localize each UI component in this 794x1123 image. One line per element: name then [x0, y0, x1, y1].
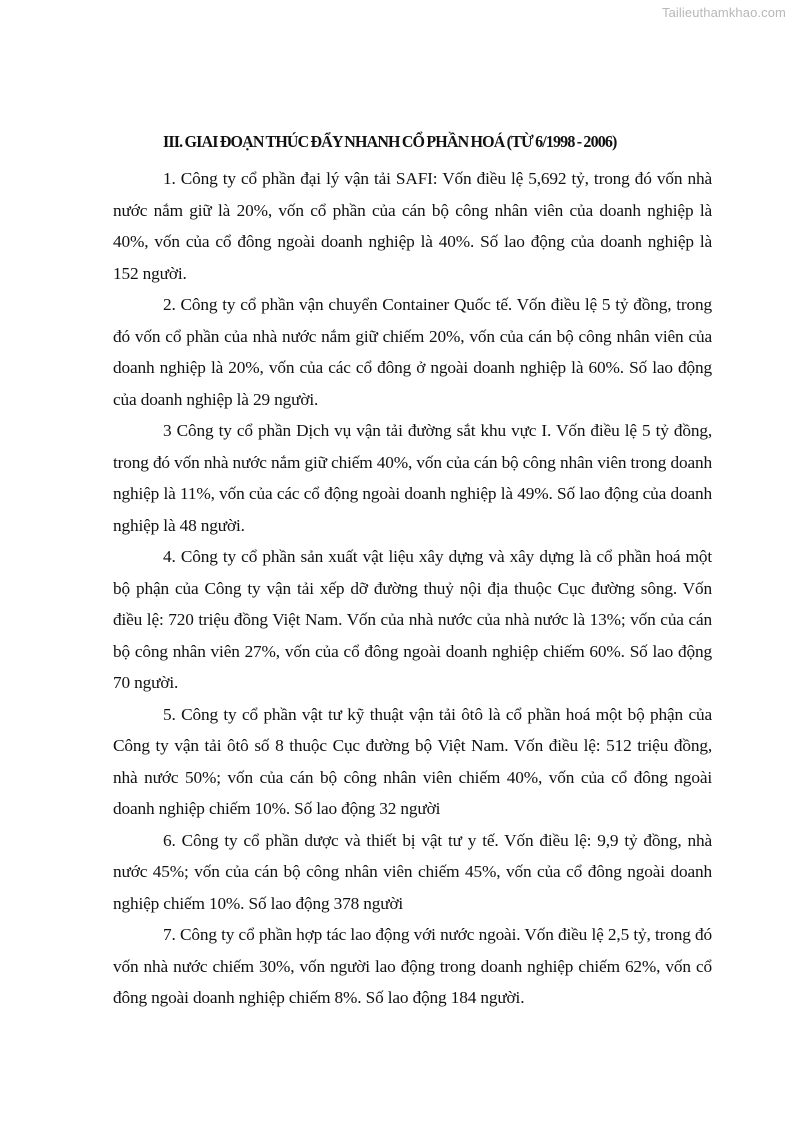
paragraph-company-1: 1. Công ty cổ phần đại lý vận tải SAFI: Vốn điều lệ 5,692 tỷ, trong đó vốn nhà nước nắm giữ là 20%, vốn cổ phần của cán bộ công nhân viên của doanh nghiệp là 40%, vốn của cổ đông ngoài doanh nghiệp là 40%. Số lao động của doanh nghiệp là 152 người. [113, 169, 712, 283]
paragraph-company-4: 4. Công ty cổ phần sản xuất vật liệu xây dựng và xây dựng là cổ phần hoá một bộ phận của Công ty vận tải xếp dỡ đường thuỷ nội địa thuộc Cục đường sông. Vốn điều lệ: 720 triệu đồng Việt Nam. Vốn của nhà nước của nhà nước là 13%; vốn của cán bộ công nhân viên 27%, vốn của cổ đông ngoài doanh nghiệp chiếm 60%. Số lao động 70 người. [113, 547, 712, 692]
paragraph-company-7: 7. Công ty cổ phần hợp tác lao động với nước ngoài. Vốn điều lệ 2,5 tỷ, trong đó vốn nhà nước chiếm 30%, vốn người lao động trong doanh nghiệp chiếm 62%, vốn cổ đông ngoài doanh nghiệp chiếm 8%. Số lao động 184 người. [113, 925, 712, 1007]
document-page [113, 126, 712, 1014]
watermark: Tailieuthamkhao.com [661, 5, 786, 20]
paragraph-company-6: 6. Công ty cổ phần dược và thiết bị vật tư y tế. Vốn điều lệ: 9,9 tỷ đồng, nhà nước 45%; vốn của cán bộ công nhân viên chiếm 45%, vốn của cổ đông ngoài doanh nghiệp chiếm 10%. Số lao động 378 người [113, 830, 712, 913]
paragraph-company-3: 3 Công ty cổ phần Dịch vụ vận tải đường sắt khu vực I. Vốn điều lệ 5 tỷ đồng, trong đó vốn nhà nước nắm giữ chiếm 40%, vốn của cán bộ công nhân viên trong doanh nghiệp là 11%, vốn của các cổ động ngoài doanh nghiệp là 49%. Số lao động của doanh nghiệp là 48 người. [113, 421, 712, 535]
paragraph-company-2: 2. Công ty cổ phần vận chuyển Container Quốc tế. Vốn điều lệ 5 tỷ đồng, trong đó vốn cổ phần của nhà nước nắm giữ chiếm 20%, vốn của cán bộ công nhân viên của doanh nghiệp là 20%, vốn của các cổ đông ở ngoài doanh nghiệp là 60%. Số lao động của doanh nghiệp là 29 người. [113, 295, 712, 409]
paragraph-company-5: 5. Công ty cổ phần vật tư kỹ thuật vận tải ôtô là cổ phần hoá một bộ phận của Công ty vận tải ôtô số 8 thuộc Cục đường bộ Việt Nam. Vốn điều lệ: 512 triệu đồng, nhà nước 50%; vốn của cán bộ công nhân viên chiếm 40%, vốn của cổ đông ngoài doanh nghiệp chiếm 10%. Số lao động 32 người [113, 704, 712, 818]
section-heading: III. GIAI ĐOẠN THÚC ĐẨY NHANH CỔ PHẦN HOÁ (TỪ 6/1998 - 2006) [163, 132, 617, 151]
